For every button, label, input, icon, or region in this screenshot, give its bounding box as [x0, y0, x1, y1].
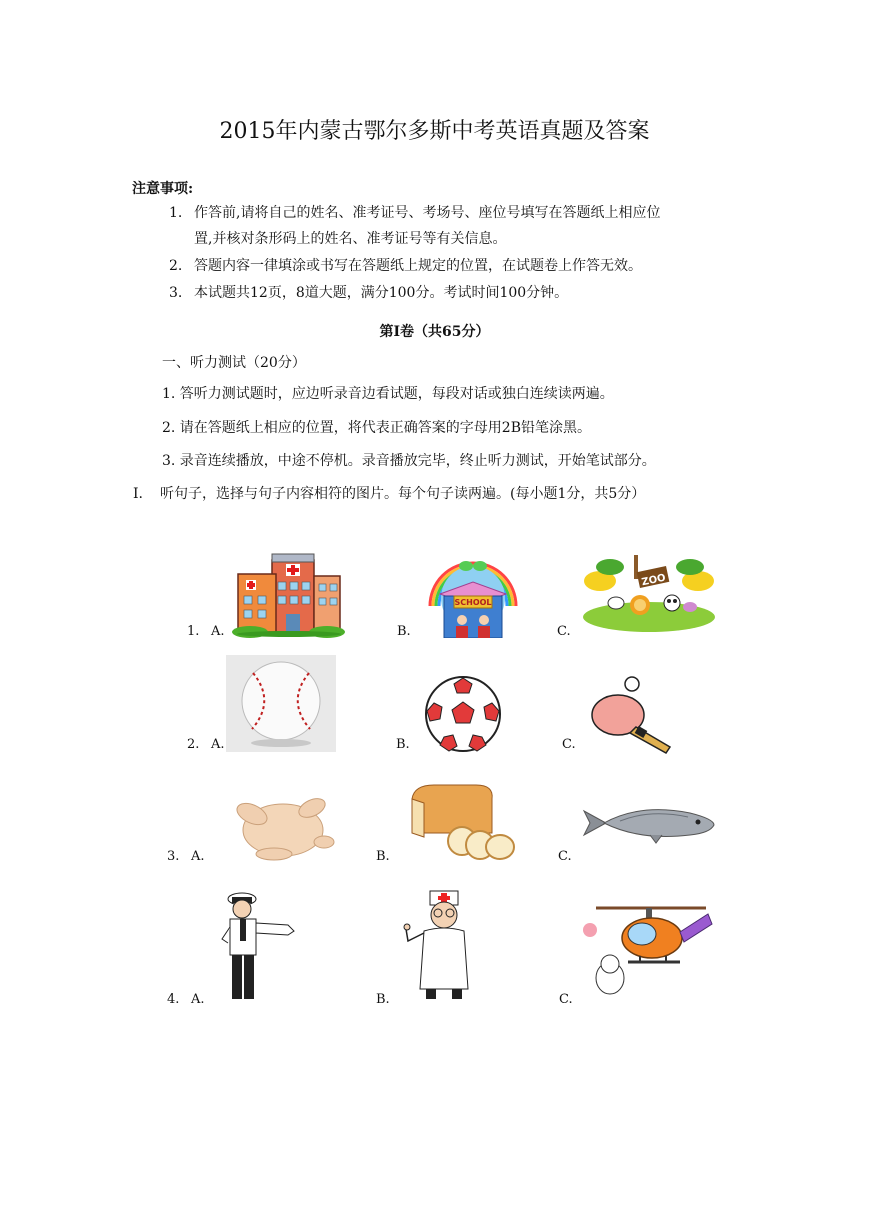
option-4a-letter: A.: [191, 992, 205, 1007]
school-icon: [424, 546, 522, 638]
svg-text:ZOO: ZOO: [640, 572, 667, 589]
page-title: 2015年内蒙古鄂尔多斯中考英语真题及答案: [219, 119, 650, 144]
doctor-icon: [400, 889, 488, 1001]
option-3c-letter: C.: [558, 849, 572, 864]
svg-text:SCHOOL: SCHOOL: [454, 598, 492, 607]
section1-roman: Ⅰ.: [133, 486, 143, 502]
part-title: 第Ⅰ卷（共65分）: [379, 324, 490, 340]
notice-item-3-num: 3.: [169, 285, 183, 301]
notice-item-1-num: 1.: [169, 205, 183, 221]
section1-instruction: 听句子，选择与句子内容相符的图片。每个句子读两遍。(每小题1分，共5分）: [160, 486, 646, 502]
listening-heading: 一、听力测试（20分）: [162, 355, 306, 371]
ping-pong-icon: [588, 673, 684, 755]
bread-icon: [404, 781, 522, 861]
question-1-number: 1.: [187, 624, 200, 639]
option-1c-letter: C.: [557, 624, 571, 639]
option-3b-letter: B.: [376, 849, 390, 864]
option-4c-letter: C.: [559, 992, 573, 1007]
notice-item-2-text: 答题内容一律填涂或书写在答题纸上规定的位置，在试题卷上作答无效。: [194, 258, 642, 274]
notice-item-1-text-cont: 置,并核对条形码上的姓名、准考证号等有关信息。: [194, 231, 507, 247]
fish-icon: [580, 801, 718, 845]
notice-item-3-text: 本试题共12页，8道大题，满分100分。考试时间100分钟。: [194, 285, 569, 301]
policeman-icon: [218, 887, 298, 1001]
listening-rule-2: 2. 请在答题纸上相应的位置，将代表正确答案的字母用2B铅笔涂黑。: [162, 420, 592, 436]
listening-rule-1: 1. 答听力测试题时，应边听录音边看试题，每段对话或独白连续读两遍。: [162, 386, 614, 402]
option-1a-letter: A.: [211, 624, 225, 639]
baseball-icon: [226, 655, 336, 752]
question-4-number: 4.: [167, 992, 180, 1007]
option-3a-letter: A.: [191, 849, 205, 864]
notice-heading: 注意事项:: [132, 181, 194, 197]
option-2a-letter: A.: [211, 737, 225, 752]
option-1b-letter: B.: [397, 624, 411, 639]
option-2b-letter: B.: [396, 737, 410, 752]
notice-item-2-num: 2.: [169, 258, 183, 274]
hospital-icon: [232, 546, 347, 638]
notice-item-1-text: 作答前,请将自己的姓名、准考证号、考场号、座位号填写在答题纸上相应位: [194, 205, 661, 221]
helicopter-icon: [580, 890, 720, 1002]
option-2c-letter: C.: [562, 737, 576, 752]
option-4b-letter: B.: [376, 992, 390, 1007]
zoo-icon: [580, 545, 718, 633]
question-3-number: 3.: [167, 849, 180, 864]
question-2-number: 2.: [187, 737, 200, 752]
listening-rule-3: 3. 录音连续播放，中途不停机。录音播放完毕，终止听力测试，开始笔试部分。: [162, 453, 656, 469]
chicken-icon: [228, 784, 338, 864]
football-icon: [422, 675, 504, 753]
